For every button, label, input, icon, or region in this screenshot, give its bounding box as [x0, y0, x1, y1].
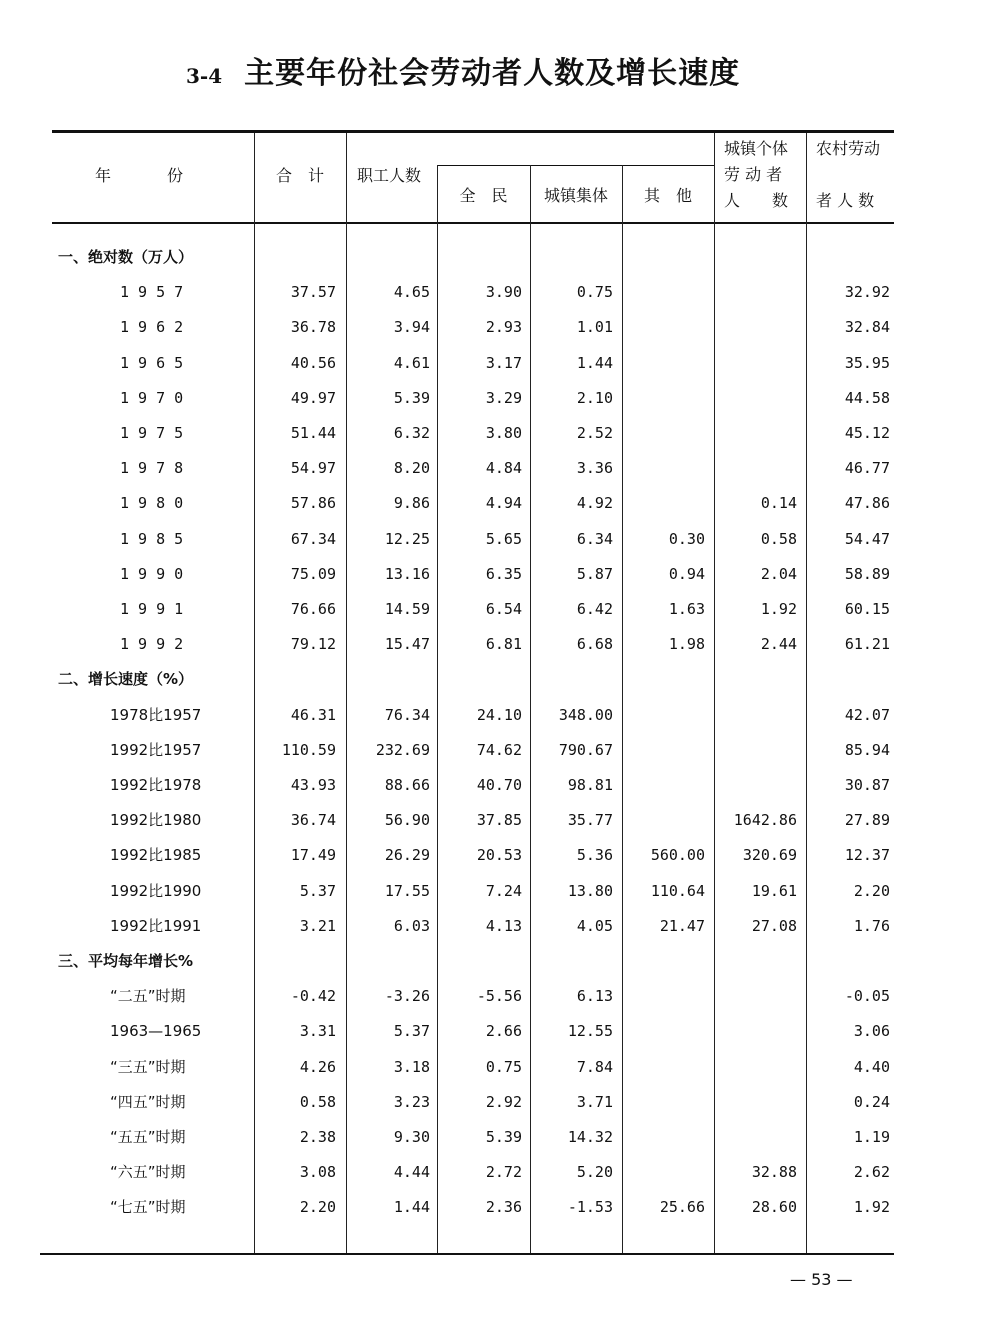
section-label: 一、绝对数（万人） — [58, 248, 194, 266]
cell-staff: 1.44 — [393, 1198, 430, 1217]
cell-state: 2.72 — [485, 1163, 522, 1182]
table-row — [40, 1155, 900, 1190]
cell-staff: 6.32 — [393, 424, 430, 442]
cell-collective: 14.32 — [567, 1128, 613, 1146]
table-row — [40, 381, 900, 416]
cell-rural: 32.92 — [844, 283, 890, 302]
cell-other: 110.64 — [650, 881, 705, 900]
cell-individual: 27.08 — [751, 916, 797, 935]
cell-collective: 98.81 — [567, 776, 613, 794]
cell-total: 3.31 — [299, 1022, 336, 1041]
cell-rural: 12.37 — [844, 846, 890, 865]
cell-state: -5.56 — [476, 987, 522, 1006]
row-label: 1 9 7 0 — [120, 388, 184, 407]
cell-other: 0.30 — [668, 529, 705, 548]
section-header-row — [40, 944, 900, 979]
table-row — [40, 592, 900, 627]
cell-collective: 0.75 — [576, 283, 613, 302]
table-row — [40, 733, 900, 768]
cell-staff: 8.20 — [393, 459, 430, 478]
table-row — [40, 768, 900, 803]
cell-staff: 5.39 — [393, 388, 430, 407]
cell-staff: 12.25 — [384, 529, 430, 548]
cell-staff: 3.23 — [393, 1092, 430, 1111]
table-title — [186, 48, 740, 98]
cell-collective: 348.00 — [558, 705, 613, 724]
cell-rural: 47.86 — [844, 494, 890, 513]
table-row — [40, 275, 900, 310]
cell-state: 20.53 — [476, 846, 522, 865]
header-total: 合 计 — [275, 166, 324, 185]
top-rule — [52, 130, 894, 133]
table-row — [40, 1050, 900, 1085]
cell-rural: 35.95 — [844, 353, 890, 372]
cell-collective: -1.53 — [567, 1198, 613, 1217]
row-label: 1 9 9 2 — [120, 635, 184, 654]
cell-state: 2.66 — [485, 1022, 522, 1041]
cell-rural: 27.89 — [844, 811, 890, 830]
cell-other: 21.47 — [659, 916, 705, 935]
cell-total: 46.31 — [290, 705, 336, 724]
cell-total: 76.66 — [290, 600, 336, 618]
cell-collective: 7.84 — [576, 1057, 613, 1076]
table-row — [40, 346, 900, 381]
cell-collective: 1.44 — [576, 353, 613, 372]
cell-total: 67.34 — [290, 529, 336, 548]
row-label: 1992比1991 — [110, 916, 202, 935]
cell-state: 2.36 — [485, 1198, 522, 1217]
table-row — [40, 1014, 900, 1049]
cell-collective: 4.92 — [576, 494, 613, 513]
cell-total: 4.26 — [299, 1057, 336, 1076]
page-number: — 53 — — [790, 1270, 853, 1289]
cell-state: 0.75 — [485, 1057, 522, 1076]
cell-other: 560.00 — [650, 846, 705, 865]
header-individual-line3: 人 数 — [724, 191, 789, 210]
table-row — [40, 979, 900, 1014]
cell-collective: 5.87 — [576, 564, 613, 583]
header-rural-line1: 农村劳动 — [816, 139, 881, 158]
cell-collective: 12.55 — [567, 1022, 613, 1041]
cell-staff: 76.34 — [384, 705, 430, 724]
cell-collective: 3.36 — [576, 459, 613, 478]
cell-rural: 32.84 — [844, 318, 890, 337]
cell-individual: 19.61 — [751, 881, 797, 900]
cell-collective: 2.10 — [576, 388, 613, 407]
cell-total: 36.74 — [290, 811, 336, 830]
cell-staff: 6.03 — [393, 916, 430, 935]
cell-state: 2.93 — [485, 318, 522, 337]
cell-staff: 9.86 — [393, 494, 430, 513]
cell-other: 1.98 — [668, 635, 705, 654]
cell-staff: 26.29 — [384, 846, 430, 865]
cell-collective: 35.77 — [567, 811, 613, 830]
cell-collective: 6.68 — [576, 635, 613, 654]
cell-collective: 790.67 — [558, 740, 613, 759]
table-row — [40, 1120, 900, 1155]
cell-total: 2.20 — [299, 1198, 336, 1217]
cell-rural: 1.92 — [853, 1198, 890, 1217]
cell-staff: 14.59 — [384, 600, 430, 618]
table-row — [40, 803, 900, 838]
cell-state: 4.94 — [485, 494, 522, 513]
cell-rural: 42.07 — [844, 705, 890, 724]
header-individual-line2: 劳 动 者 — [724, 165, 783, 184]
cell-individual: 1.92 — [760, 600, 797, 618]
cell-staff: 5.37 — [393, 1022, 430, 1041]
cell-individual: 32.88 — [751, 1163, 797, 1182]
cell-staff: 88.66 — [384, 776, 430, 794]
section-label: 三、平均每年增长% — [58, 952, 194, 970]
cell-rural: 2.62 — [853, 1163, 890, 1182]
cell-staff: 232.69 — [375, 740, 430, 759]
row-label: “四五”时期 — [110, 1092, 186, 1111]
table-row — [40, 838, 900, 873]
row-label: “三五”时期 — [110, 1057, 186, 1076]
cell-total: 57.86 — [290, 494, 336, 513]
table-number: 3-4 — [186, 64, 223, 88]
cell-rural: 46.77 — [844, 459, 890, 478]
cell-total: 49.97 — [290, 388, 336, 407]
bottom-rule — [40, 1253, 894, 1255]
row-label: 1992比1985 — [110, 846, 202, 865]
row-label: 1992比1990 — [110, 881, 202, 900]
row-label: 1992比1978 — [110, 776, 202, 794]
section-header-row — [40, 240, 900, 275]
cell-state: 6.54 — [485, 600, 522, 618]
row-label: 1992比1980 — [110, 811, 202, 830]
cell-state: 6.35 — [485, 564, 522, 583]
row-label: 1 9 8 0 — [120, 494, 184, 513]
row-label: 1 9 5 7 — [120, 283, 184, 302]
cell-staff: 15.47 — [384, 635, 430, 654]
cell-rural: 30.87 — [844, 776, 890, 794]
row-label: 1978比1957 — [110, 705, 202, 724]
cell-rural: 3.06 — [853, 1022, 890, 1041]
cell-staff: 9.30 — [393, 1128, 430, 1146]
cell-rural: 85.94 — [844, 740, 890, 759]
cell-total: 2.38 — [299, 1128, 336, 1146]
header-state: 全 民 — [459, 186, 508, 205]
cell-collective: 6.42 — [576, 600, 613, 618]
cell-individual: 2.44 — [760, 635, 797, 654]
row-label: 1 9 9 0 — [120, 564, 184, 583]
cell-rural: 45.12 — [844, 424, 890, 442]
cell-total: 36.78 — [290, 318, 336, 337]
header-individual-line1: 城镇个体 — [724, 139, 789, 158]
cell-state: 6.81 — [485, 635, 522, 654]
cell-staff: 4.65 — [393, 283, 430, 302]
header-collective: 城镇集体 — [543, 186, 608, 205]
cell-collective: 2.52 — [576, 424, 613, 442]
cell-rural: 1.76 — [853, 916, 890, 935]
table-row — [40, 486, 900, 521]
table-row — [40, 698, 900, 733]
cell-rural: 60.15 — [844, 600, 890, 618]
row-label: 1 9 6 5 — [120, 353, 184, 372]
row-label: 1 9 9 1 — [120, 600, 184, 618]
row-label: “七五”时期 — [110, 1198, 186, 1217]
cell-staff: 13.16 — [384, 564, 430, 583]
cell-staff: -3.26 — [384, 987, 430, 1006]
table-row — [40, 1190, 900, 1225]
cell-state: 3.17 — [485, 353, 522, 372]
section-header-row — [40, 662, 900, 697]
cell-state: 4.13 — [485, 916, 522, 935]
cell-total: 0.58 — [299, 1092, 336, 1111]
section-label: 二、增长速度（%） — [58, 670, 194, 689]
row-label: 1 9 8 5 — [120, 529, 184, 548]
cell-state: 5.65 — [485, 529, 522, 548]
cell-collective: 4.05 — [576, 916, 613, 935]
table-row — [40, 1085, 900, 1120]
cell-state: 3.29 — [485, 388, 522, 407]
table-title-text: 主要年份社会劳动者人数及增长速度 — [244, 56, 741, 91]
row-label: 1 9 7 5 — [120, 424, 184, 442]
row-label: 1963—1965 — [110, 1022, 202, 1041]
header-year: 年 份 — [95, 166, 186, 185]
cell-total: 51.44 — [290, 424, 336, 442]
cell-total: 43.93 — [290, 776, 336, 794]
cell-state: 3.80 — [485, 424, 522, 442]
cell-total: 37.57 — [290, 283, 336, 302]
table-row — [40, 874, 900, 909]
row-label: “五五”时期 — [110, 1128, 186, 1146]
cell-rural: 2.20 — [853, 881, 890, 900]
header-other: 其 他 — [643, 186, 692, 205]
cell-state: 4.84 — [485, 459, 522, 478]
cell-rural: 1.19 — [853, 1128, 890, 1146]
cell-total: -0.42 — [290, 987, 336, 1006]
cell-staff: 4.61 — [393, 353, 430, 372]
table-row — [40, 557, 900, 592]
cell-total: 5.37 — [299, 881, 336, 900]
cell-total: 54.97 — [290, 459, 336, 478]
table-row — [40, 522, 900, 557]
cell-state: 2.92 — [485, 1092, 522, 1111]
table-row — [40, 627, 900, 662]
cell-staff: 56.90 — [384, 811, 430, 830]
cell-total: 40.56 — [290, 353, 336, 372]
row-label: 1992比1957 — [110, 740, 202, 759]
cell-total: 17.49 — [290, 846, 336, 865]
cell-individual: 320.69 — [742, 846, 797, 865]
cell-other: 0.94 — [668, 564, 705, 583]
cell-rural: 44.58 — [844, 388, 890, 407]
cell-state: 7.24 — [485, 881, 522, 900]
header-rural-line2: 者 人 数 — [816, 191, 875, 210]
header-bottom-rule — [52, 222, 894, 224]
cell-state: 3.90 — [485, 283, 522, 302]
cell-collective: 6.13 — [576, 987, 613, 1006]
cell-state: 5.39 — [485, 1128, 522, 1146]
header-staff: 职工人数 — [357, 166, 422, 185]
cell-individual: 1642.86 — [733, 811, 797, 830]
row-label: “二五”时期 — [110, 987, 186, 1006]
cell-total: 110.59 — [281, 740, 336, 759]
cell-other: 25.66 — [659, 1198, 705, 1217]
cell-staff: 3.18 — [393, 1057, 430, 1076]
cell-collective: 5.20 — [576, 1163, 613, 1182]
cell-staff: 17.55 — [384, 881, 430, 900]
cell-total: 3.08 — [299, 1163, 336, 1182]
cell-staff: 3.94 — [393, 318, 430, 337]
table-row — [40, 909, 900, 944]
cell-rural: 61.21 — [844, 635, 890, 654]
row-label: “六五”时期 — [110, 1163, 186, 1182]
table-row — [40, 416, 900, 451]
cell-state: 24.10 — [476, 705, 522, 724]
row-label: 1 9 7 8 — [120, 459, 184, 478]
subheader-rule — [437, 165, 714, 166]
table-row — [40, 310, 900, 345]
cell-collective: 1.01 — [576, 318, 613, 337]
cell-individual: 0.14 — [760, 494, 797, 513]
cell-individual: 2.04 — [760, 564, 797, 583]
row-label: 1 9 6 2 — [120, 318, 184, 337]
cell-state: 74.62 — [476, 740, 522, 759]
cell-other: 1.63 — [668, 600, 705, 618]
cell-total: 3.21 — [299, 916, 336, 935]
cell-state: 40.70 — [476, 776, 522, 794]
cell-rural: 0.24 — [853, 1092, 890, 1111]
cell-collective: 5.36 — [576, 846, 613, 865]
cell-total: 79.12 — [290, 635, 336, 654]
cell-rural: 54.47 — [844, 529, 890, 548]
cell-collective: 3.71 — [576, 1092, 613, 1111]
cell-state: 37.85 — [476, 811, 522, 830]
cell-individual: 0.58 — [760, 529, 797, 548]
cell-total: 75.09 — [290, 564, 336, 583]
cell-rural: -0.05 — [844, 987, 890, 1006]
cell-collective: 13.80 — [567, 881, 613, 900]
cell-collective: 6.34 — [576, 529, 613, 548]
cell-rural: 4.40 — [853, 1057, 890, 1076]
cell-individual: 28.60 — [751, 1198, 797, 1217]
table-row — [40, 451, 900, 486]
cell-rural: 58.89 — [844, 564, 890, 583]
cell-staff: 4.44 — [393, 1163, 430, 1182]
